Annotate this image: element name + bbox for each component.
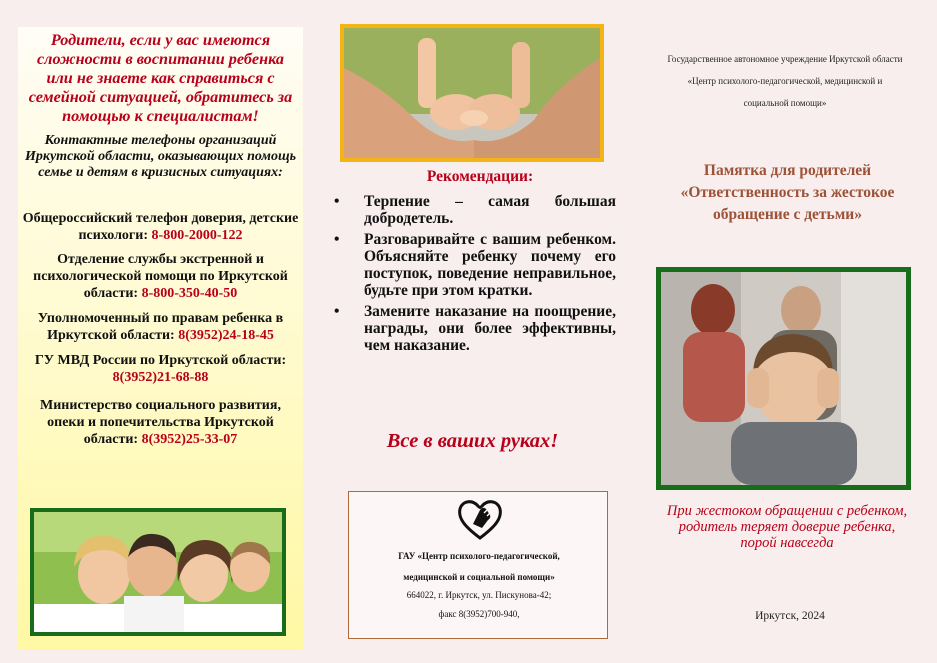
- contact-emergency-service: Отделение службы экстренной и психологической помощи по Иркутской области: 8-800-350-40-50: [33, 252, 288, 301]
- contact-trust-line: Общероссийский телефон доверия, детские психологи: 8-800-2000-122: [22, 211, 299, 243]
- phone-number: 8-800-2000-122: [151, 228, 243, 243]
- contact-social-ministry: Министерство социального развития, опеки и попечительства Иркутской области: 8(3952)25-33-07: [40, 398, 281, 447]
- hands-photo: [340, 24, 604, 162]
- bullet-icon: •: [334, 230, 340, 248]
- phone-number: 8(3952)25-33-07: [141, 432, 238, 447]
- city-year: Иркутск, 2024: [755, 610, 825, 622]
- org-name: ГАУ «Центр психолого-педагогической, медицинской и социальной помощи»: [398, 551, 560, 582]
- heart-hand-logo-icon: [456, 496, 504, 542]
- phone-number: 8(3952)24-18-45: [178, 328, 274, 343]
- org-address: 664022, г. Иркутск, ул. Пискунова-42;: [406, 590, 552, 600]
- bullet-icon: •: [334, 193, 340, 210]
- phone-number: 8-800-350-40-50: [141, 286, 238, 301]
- list-item: • Замените наказание на поощрение, награды, они более эффективны, чем наказание.: [334, 302, 616, 355]
- recommendations-title: Рекомендации:: [426, 168, 534, 185]
- org-info-box: [348, 491, 608, 639]
- contact-child-ombudsman: Уполномоченный по правам ребенка в Иркутской области: 8(3952)24-18-45: [37, 311, 284, 343]
- slogan: Все в ваших руках!: [386, 430, 559, 452]
- contacts-title: Контактные телефоны организаций Иркутской области, оказывающих помощь семье и детям в кризисных ситуациях:: [24, 133, 297, 180]
- family-photo: [30, 508, 286, 636]
- list-item: • Терпение – самая большая добродетель.: [334, 193, 616, 228]
- intro-appeal: Родители, если у вас имеются сложности в воспитании ребенка или не знаете как справиться с семейной ситуацией, обратитесь за помощью к специалистам!: [28, 31, 293, 125]
- contact-police: ГУ МВД России по Иркутской области: 8(3952)21-68-88: [34, 353, 287, 385]
- recommendations-list: [330, 193, 616, 358]
- phone-number: 8(3952)21-68-88: [112, 370, 209, 385]
- bullet-icon: •: [334, 302, 340, 320]
- warning-text: При жестоком обращении с ребенком, родитель теряет доверие ребенка, порой навсегда: [666, 503, 908, 551]
- page-title: Памятка для родителей «Ответственность за жестокое обращение с детьми»: [680, 162, 895, 223]
- boy-covering-ears-photo: [656, 267, 911, 490]
- gov-institution-name: Государственное автономное учреждение Иркутской области «Центр психолого-педагогической, медицинской и социальной помощи»: [667, 54, 903, 108]
- list-item: • Разговаривайте с вашим ребенком. Объясняйте ребенку почему его поступок, поведение неправильное, будьте при этом кратки.: [334, 230, 616, 300]
- org-fax: факс 8(3952)700-940,: [438, 609, 520, 619]
- contacts-panel: [18, 27, 303, 650]
